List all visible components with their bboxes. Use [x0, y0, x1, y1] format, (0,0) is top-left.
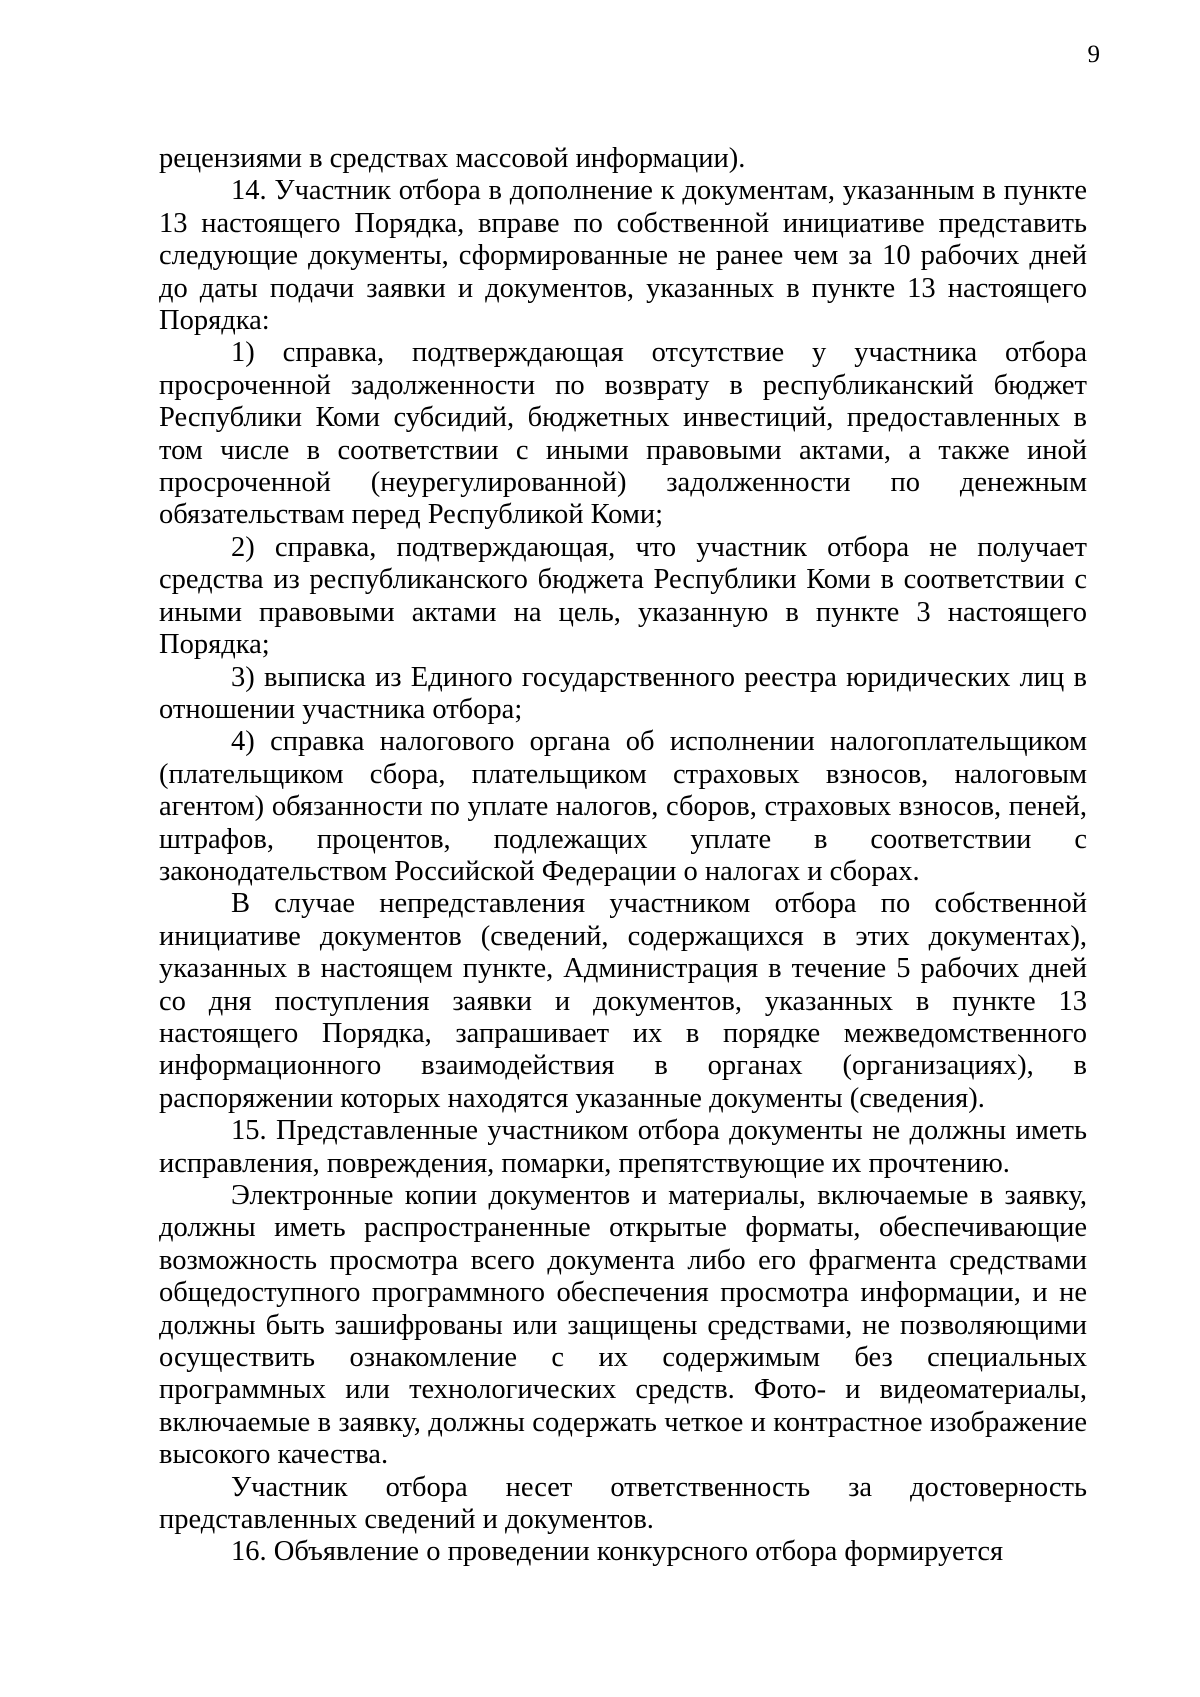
- document-body: [159, 143, 1087, 1569]
- paragraph-responsibility: Участник отбора несет ответственность за достоверность представленных сведений и документов.: [159, 1471, 1087, 1536]
- paragraph-subitem-3: 3) выписка из Единого государственного реестра юридических лиц в отношении участника отбора;: [159, 661, 1087, 725]
- paragraph-item-14: 14. Участник отбора в дополнение к документам, указанным в пункте 13 настоящего Порядка, вправе по собственной инициативе представить следующие документы, сформированные не ранее чем за 10 рабочих дней до даты подачи заявки и документов, указанных в пункте 13 настоящего Порядка:: [159, 175, 1087, 337]
- paragraph-item-15: 15. Представленные участником отбора документы не должны иметь исправления, повреждения, помарки, препятствующие их прочтению.: [159, 1115, 1087, 1179]
- paragraph-subitem-4: 4) справка налогового органа об исполнении налогоплательщиком (плательщиком сбора, плательщиком страховых взносов, налоговым агентом) обязанности по уплате налогов, сборов, страховых взносов, пеней, штрафов, процентов, подлежащих уплате в соответствии с законодательством Российской Федерации о налогах и сборах.: [159, 726, 1087, 887]
- paragraph-continuation: рецензиями в средствах массовой информации).: [159, 143, 746, 174]
- paragraph-subitem-1: 1) справка, подтверждающая отсутствие у участника отбора просроченной задолженности по возврату в республиканский бюджет Республики Коми субсидий, бюджетных инвестиций, предоставленных в том числе в соответствии с иными правовыми актами, а также иной просроченной (неурегулированной) задолженности по денежным обязательствам перед Республикой Коми;: [159, 337, 1087, 531]
- page-number: 9: [1087, 41, 1100, 68]
- paragraph-electronic-copies: Электронные копии документов и материалы, включаемые в заявку, должны иметь распространенные открытые форматы, обеспечивающие возможность просмотра всего документа либо его фрагмента средствами общедоступного программного обеспечения просмотра информации, и не должны быть зашифрованы или защищены средствами, не позволяющими осуществить ознакомление с их содержимым без специальных программных или технологических средств. Фото- и видеоматериалы, включаемые в заявку, должны содержать четкое и контрастное изображение высокого качества.: [159, 1180, 1087, 1471]
- paragraph-item-16: 16. Объявление о проведении конкурсного отбора формируется: [231, 1536, 1004, 1568]
- paragraph-subitem-2: 2) справка, подтверждающая, что участник отбора не получает средства из республиканского бюджета Республики Коми в соответствии с иными правовыми актами на цель, указанную в пункте 3 настоящего Порядка;: [159, 531, 1087, 661]
- paragraph-non-submission: В случае непредставления участником отбора по собственной инициативе документов (сведений, содержащихся в этих документах), указанных в настоящем пункте, Администрация в течение 5 рабочих дней со дня поступления заявки и документов, указанных в пункте 13 настоящего Порядка, запрашивает их в порядке межведомственного информационного взаимодействия в органах (организациях), в распоряжении которых находятся указанные документы (сведения).: [159, 888, 1087, 1114]
